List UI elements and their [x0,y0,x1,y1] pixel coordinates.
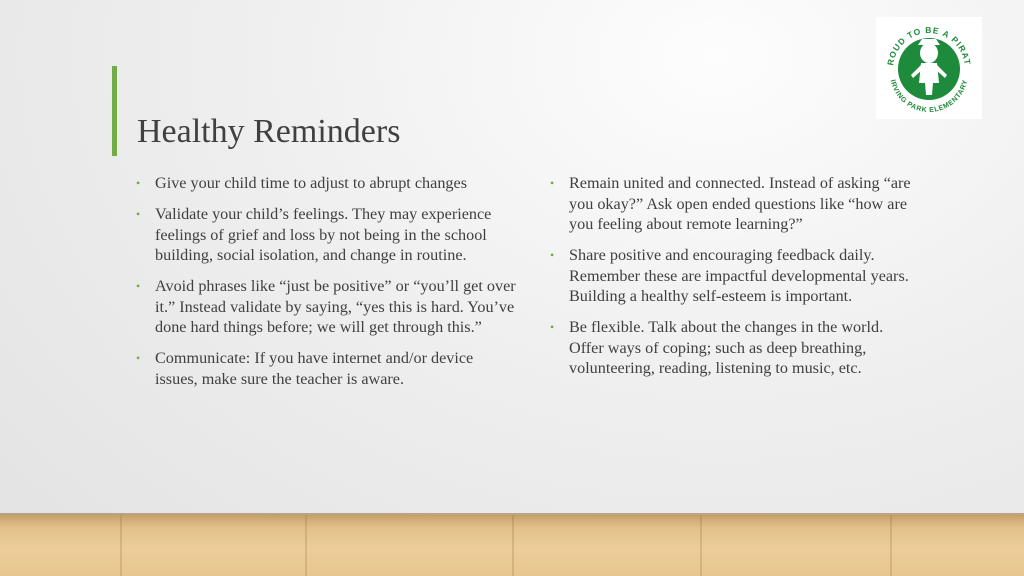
bullet-icon: • [136,207,141,221]
bullet-text: Validate your child’s feelings. They may experience feelings of grief and loss by not being in the school building, social isolation, and change in routine. [155,205,492,264]
bullet-icon: • [550,248,555,262]
floor-plank-line [890,515,892,576]
title-accent-bar [112,66,117,156]
list-item [550,317,920,379]
bullet-icon: • [136,279,141,293]
page-title: Healthy Reminders [137,113,401,150]
list-item [136,276,516,338]
bullet-icon: • [550,320,555,334]
list-item [136,204,516,266]
bullet-text: Share positive and encouraging feedback daily. Remember these are impactful developmental years. Building a healthy self-esteem is important. [569,246,909,305]
list-item [136,173,516,194]
bullet-icon: • [136,351,141,365]
bullet-text: Communicate: If you have internet and/or device issues, make sure the teacher is aware. [155,349,474,388]
list-item [136,348,516,389]
left-bullet-list [136,173,516,400]
bullet-text: Avoid phrases like “just be positive” or “you’ll get over it.” Instead validate by saying, “yes this is hard. You’ve done hard things before; we will get through this.” [155,277,516,336]
logo-text-bottom: IRVING PARK ELEMENTARY [888,78,970,115]
list-item [550,245,920,307]
floor-plank-line [305,515,307,576]
school-logo [876,17,982,119]
bullet-text: Give your child time to adjust to abrupt changes [155,174,467,192]
logo-text-top: ROUD TO BE A PIRAT [885,24,973,67]
pirate-school-logo-icon [876,17,982,119]
floor-plank-line [700,515,702,576]
bullet-icon: • [136,176,141,190]
bullet-text: Be flexible. Talk about the changes in the world. Offer ways of coping; such as deep breathing, volunteering, reading, listening to music, etc. [569,318,884,377]
floor-plank-line [120,515,122,576]
list-item [550,173,920,235]
bullet-icon: • [550,176,555,190]
bullet-text: Remain united and connected. Instead of asking “are you okay?” Ask open ended questions like “how are you feeling about remote learning?” [569,174,911,233]
floor-plank-line [512,515,514,576]
right-bullet-list [550,173,920,389]
